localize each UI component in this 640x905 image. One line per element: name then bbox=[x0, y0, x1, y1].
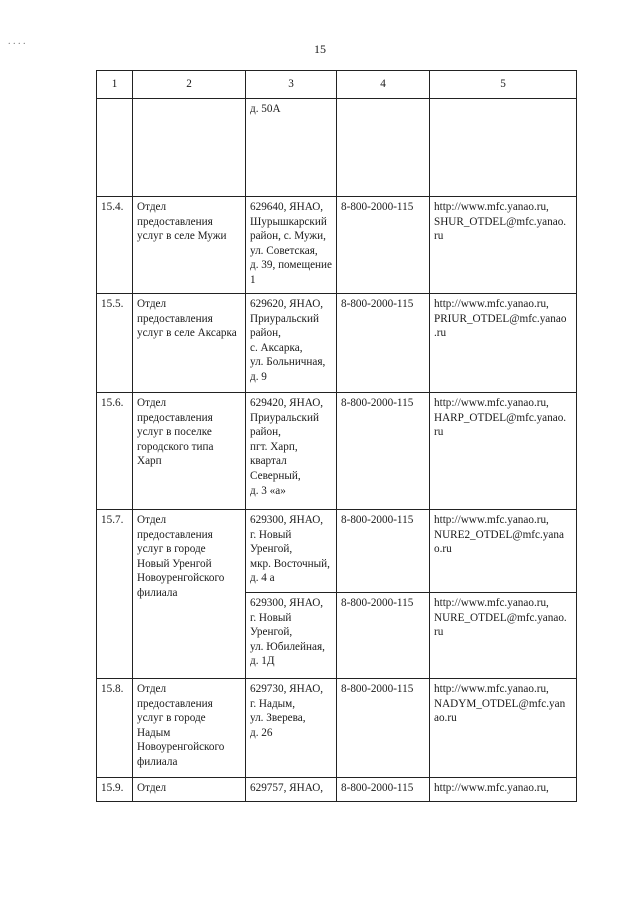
text-line: Отдел bbox=[137, 683, 167, 695]
text-line: ao.ru bbox=[434, 712, 457, 725]
office-web bbox=[430, 778, 577, 802]
text-line: ru bbox=[434, 230, 444, 243]
text-line: http://www.mfc.yanao.ru, bbox=[434, 397, 549, 409]
text-line: Шурышкарский bbox=[250, 215, 327, 228]
text-line: г. Надым, bbox=[250, 697, 296, 710]
text-line: Отдел bbox=[137, 298, 167, 310]
office-phone bbox=[337, 99, 430, 197]
text-line: услуг в селе Аксарка bbox=[137, 327, 237, 340]
header-col-2: 2 bbox=[133, 71, 246, 99]
text-line: Харп bbox=[137, 455, 162, 468]
scan-corner-marks: . . . . bbox=[8, 36, 26, 47]
office-web bbox=[430, 294, 577, 393]
text-line: 629620, ЯНАО, bbox=[250, 298, 324, 310]
office-name bbox=[133, 778, 246, 802]
text-line: http://www.mfc.yanao.ru, bbox=[434, 782, 549, 794]
text-line: http://www.mfc.yanao.ru, bbox=[434, 201, 549, 213]
mfc-offices-table bbox=[96, 70, 577, 802]
text-line: д. 26 bbox=[250, 726, 273, 739]
text-line: NURE2_OTDEL@mfc.yana bbox=[434, 528, 564, 541]
text-line: ул. Зверева, bbox=[250, 712, 306, 725]
office-name bbox=[133, 510, 246, 679]
text-line: ru bbox=[434, 426, 444, 439]
text-line: HARP_OTDEL@mfc.yanao. bbox=[434, 411, 567, 424]
text-line: предоставления bbox=[137, 215, 213, 228]
text-line: http://www.mfc.yanao.ru, bbox=[434, 597, 549, 609]
row-number: 15.6. bbox=[97, 393, 133, 510]
table-row bbox=[97, 679, 577, 778]
office-web bbox=[430, 593, 577, 679]
text-line: Надым bbox=[137, 726, 171, 739]
table-row bbox=[97, 197, 577, 294]
text-line: д. 1Д bbox=[250, 655, 275, 668]
text-line: д. 39, помещение bbox=[250, 259, 332, 272]
office-phone: 8-800-2000-115 bbox=[337, 510, 430, 593]
text-line: предоставления bbox=[137, 528, 213, 541]
text-line: предоставления bbox=[137, 411, 213, 424]
office-address bbox=[246, 99, 337, 197]
text-line: NADYM_OTDEL@mfc.yan bbox=[434, 697, 566, 710]
text-line: 629757, ЯНАО, bbox=[250, 782, 324, 794]
text-line: Новый Уренгой bbox=[137, 557, 212, 570]
text-line: o.ru bbox=[434, 543, 452, 556]
text-line: услуг в поселке bbox=[137, 426, 212, 439]
table-row bbox=[97, 99, 577, 197]
office-phone: 8-800-2000-115 bbox=[337, 593, 430, 679]
office-phone: 8-800-2000-115 bbox=[337, 778, 430, 802]
text-line: услуг в городе bbox=[137, 712, 206, 725]
text-line: филиала bbox=[137, 755, 178, 768]
text-line: .ru bbox=[434, 327, 447, 340]
text-line: предоставления bbox=[137, 697, 213, 710]
text-line: NURE_OTDEL@mfc.yanao. bbox=[434, 611, 567, 624]
text-line: http://www.mfc.yanao.ru, bbox=[434, 514, 549, 526]
text-line: Приуральский bbox=[250, 312, 319, 325]
row-number: 15.7. bbox=[97, 510, 133, 679]
text-line: д. 9 bbox=[250, 370, 267, 383]
text-line: Отдел bbox=[137, 782, 167, 794]
header-col-3: 3 bbox=[246, 71, 337, 99]
office-name bbox=[133, 393, 246, 510]
header-col-1: 1 bbox=[97, 71, 133, 99]
row-number bbox=[97, 99, 133, 197]
text-line: район, с. Мужи, bbox=[250, 230, 326, 243]
header-col-5: 5 bbox=[430, 71, 577, 99]
text-line: 629730, ЯНАО, bbox=[250, 683, 324, 695]
table-row bbox=[97, 393, 577, 510]
text-line: д. 50А bbox=[250, 103, 281, 115]
office-address bbox=[246, 593, 337, 679]
text-line: квартал bbox=[250, 455, 287, 468]
text-line: 629420, ЯНАО, bbox=[250, 397, 324, 409]
text-line: д. 4 а bbox=[250, 572, 275, 585]
office-address bbox=[246, 778, 337, 802]
text-line: г. Новый bbox=[250, 528, 292, 541]
row-number: 15.8. bbox=[97, 679, 133, 778]
office-name bbox=[133, 294, 246, 393]
text-line: услуг в селе Мужи bbox=[137, 230, 227, 243]
office-address bbox=[246, 197, 337, 294]
text-line: Уренгой, bbox=[250, 543, 293, 556]
office-web bbox=[430, 99, 577, 197]
text-line: мкр. Восточный, bbox=[250, 557, 330, 570]
office-address bbox=[246, 294, 337, 393]
text-line: Отдел bbox=[137, 397, 167, 409]
text-line: 629640, ЯНАО, bbox=[250, 201, 324, 213]
text-line: г. Новый bbox=[250, 611, 292, 624]
office-phone: 8-800-2000-115 bbox=[337, 679, 430, 778]
text-line: с. Аксарка, bbox=[250, 341, 303, 354]
text-line: 629300, ЯНАО, bbox=[250, 514, 324, 526]
text-line: д. 3 «а» bbox=[250, 484, 286, 497]
text-line: пгт. Харп, bbox=[250, 440, 298, 453]
text-line: городского типа bbox=[137, 440, 214, 453]
office-phone: 8-800-2000-115 bbox=[337, 393, 430, 510]
header-row bbox=[97, 71, 577, 99]
text-line: Северный, bbox=[250, 469, 301, 482]
row-number: 15.9. bbox=[97, 778, 133, 802]
header-col-4: 4 bbox=[337, 71, 430, 99]
office-web bbox=[430, 197, 577, 294]
office-web bbox=[430, 510, 577, 593]
office-address bbox=[246, 393, 337, 510]
text-line: Приуральский bbox=[250, 411, 319, 424]
text-line: Новоуренгойского bbox=[137, 741, 225, 754]
office-web bbox=[430, 679, 577, 778]
text-line: Уренгой, bbox=[250, 626, 293, 639]
office-name bbox=[133, 197, 246, 294]
text-line: Отдел bbox=[137, 201, 167, 213]
page-number: 15 bbox=[314, 42, 326, 56]
office-name bbox=[133, 99, 246, 197]
text-line: http://www.mfc.yanao.ru, bbox=[434, 298, 549, 310]
text-line: 629300, ЯНАО, bbox=[250, 597, 324, 609]
table-row bbox=[97, 778, 577, 802]
text-line: http://www.mfc.yanao.ru, bbox=[434, 683, 549, 695]
text-line: PRIUR_OTDEL@mfc.yanao bbox=[434, 312, 567, 325]
text-line: ru bbox=[434, 626, 444, 639]
text-line: ул. Юбилейная, bbox=[250, 640, 325, 653]
office-phone: 8-800-2000-115 bbox=[337, 197, 430, 294]
table-row bbox=[97, 510, 577, 593]
text-line: 1 bbox=[250, 273, 256, 286]
text-line: ул. Советская, bbox=[250, 244, 318, 257]
text-line: услуг в городе bbox=[137, 543, 206, 556]
text-line: Отдел bbox=[137, 514, 167, 526]
text-line: филиала bbox=[137, 586, 178, 599]
office-address bbox=[246, 679, 337, 778]
text-line: SHUR_OTDEL@mfc.yanao. bbox=[434, 215, 567, 228]
office-web bbox=[430, 393, 577, 510]
text-line: Новоуренгойского bbox=[137, 572, 225, 585]
text-line: предоставления bbox=[137, 312, 213, 325]
text-line: район, bbox=[250, 327, 281, 340]
row-number: 15.4. bbox=[97, 197, 133, 294]
office-phone: 8-800-2000-115 bbox=[337, 294, 430, 393]
office-address bbox=[246, 510, 337, 593]
table-row bbox=[97, 294, 577, 393]
text-line: район, bbox=[250, 426, 281, 439]
office-name bbox=[133, 679, 246, 778]
row-number: 15.5. bbox=[97, 294, 133, 393]
text-line: ул. Больничная, bbox=[250, 356, 326, 369]
